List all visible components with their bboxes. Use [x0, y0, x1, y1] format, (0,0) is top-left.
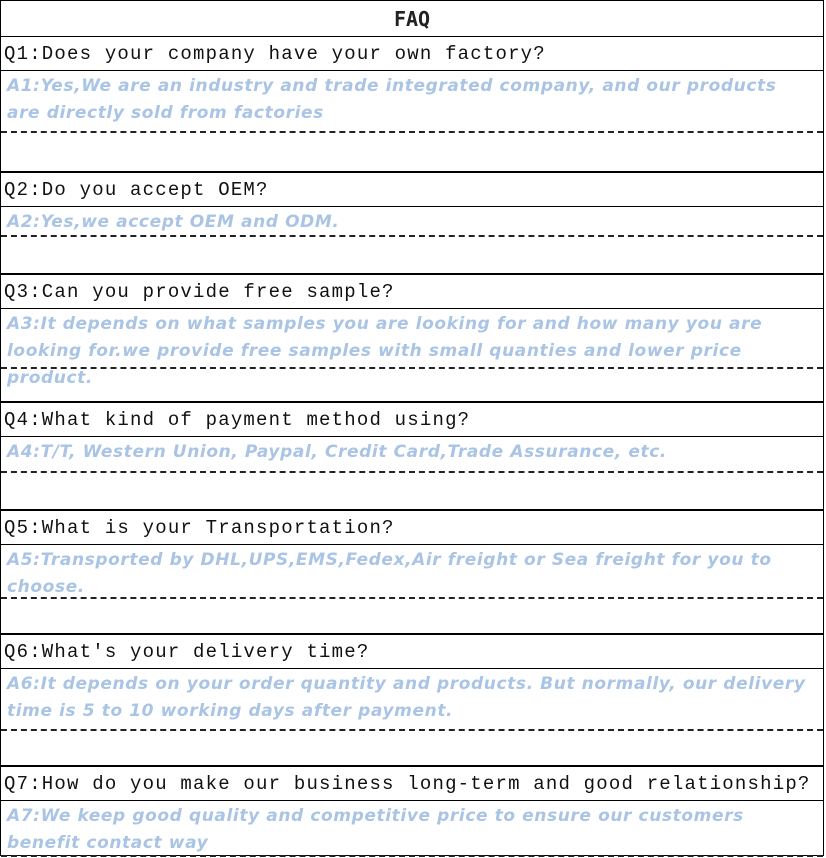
faq-question-7: Q7:How do you make our business long-term and good relationship? — [1, 767, 823, 801]
faq-answer-3: A3:It depends on what samples you are looking for and how many you are looking for.we provide free samples with small quanties and lower price product. — [1, 309, 823, 369]
faq-spacer-6 — [1, 731, 823, 767]
faq-answer-2: A2:Yes,we accept OEM and ODM. — [1, 207, 823, 237]
faq-question-2: Q2:Do you accept OEM? — [1, 173, 823, 207]
faq-spacer-2 — [1, 237, 823, 275]
faq-title: FAQ — [1, 1, 823, 37]
faq-answer-7: A7:We keep good quality and competitive price to ensure our customers benefit contact way — [1, 801, 823, 857]
faq-question-5: Q5:What is your Transportation? — [1, 511, 823, 545]
faq-question-3: Q3:Can you provide free sample? — [1, 275, 823, 309]
faq-spacer-5 — [1, 599, 823, 635]
faq-answer-1: A1:Yes,We are an industry and trade integrated company, and our products are directly sold from factories — [1, 71, 823, 133]
faq-spacer-4 — [1, 473, 823, 511]
faq-answer-5: A5:Transported by DHL,UPS,EMS,Fedex,Air freight or Sea freight for you to choose. — [1, 545, 823, 599]
faq-question-1: Q1:Does your company have your own factory? — [1, 37, 823, 71]
faq-answer-4: A4:T/T, Western Union, Paypal, Credit Card,Trade Assurance, etc. — [1, 437, 823, 473]
faq-question-6: Q6:What's your delivery time? — [1, 635, 823, 669]
faq-question-4: Q4:What kind of payment method using? — [1, 403, 823, 437]
faq-spacer-3 — [1, 369, 823, 403]
faq-answer-6: A6:It depends on your order quantity and products. But normally, our delivery time is 5 to 10 working days after payment. — [1, 669, 823, 731]
faq-spacer-1 — [1, 133, 823, 173]
